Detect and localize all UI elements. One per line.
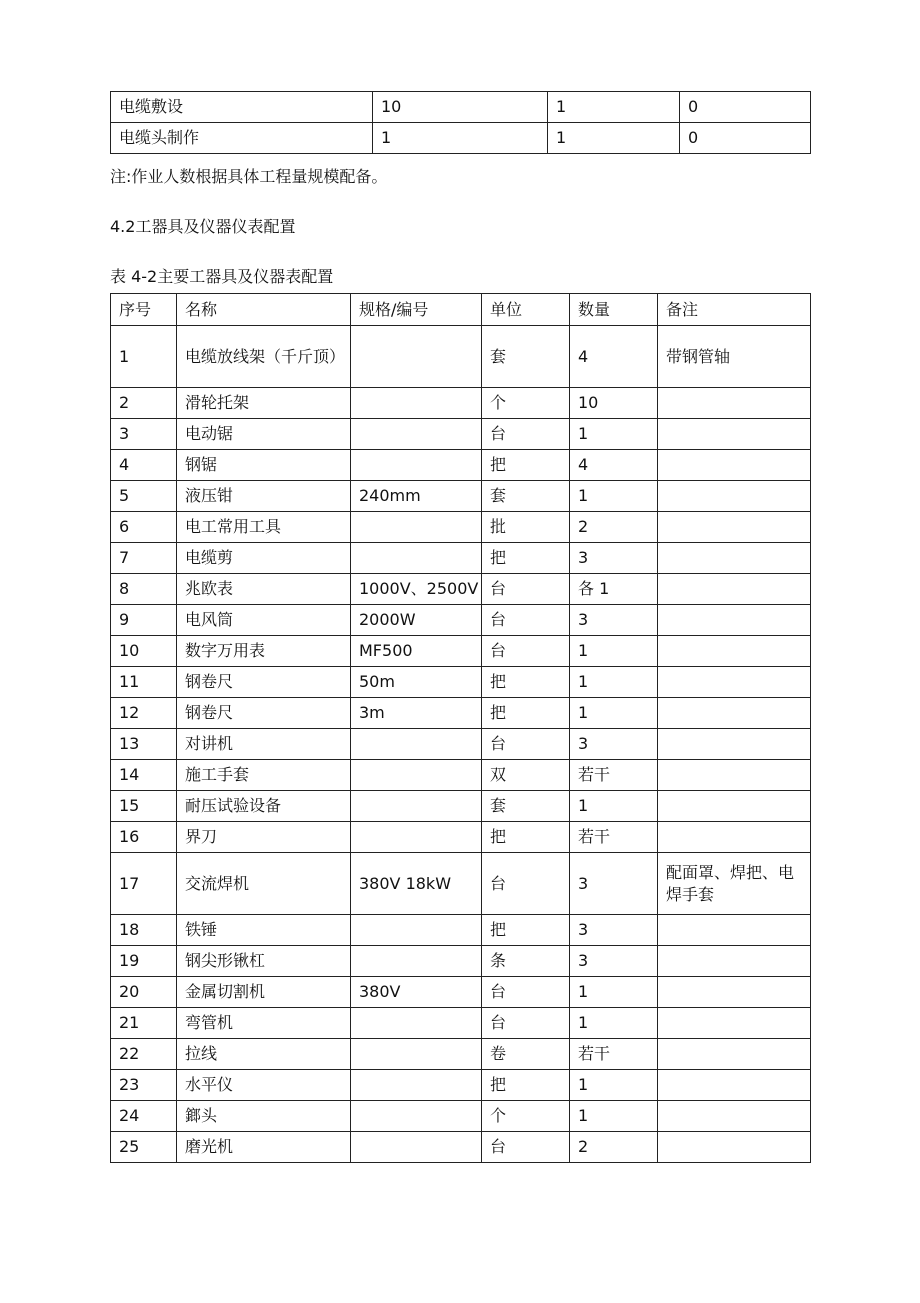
cell-unit: 把 [482, 1070, 570, 1101]
table-cell: 1 [373, 123, 548, 154]
header-quantity: 数量 [570, 294, 658, 326]
cell-quantity: 2 [570, 512, 658, 543]
cell-quantity: 1 [570, 1008, 658, 1039]
cell-quantity: 10 [570, 388, 658, 419]
cell-spec: MF500 [351, 636, 482, 667]
cell-spec [351, 760, 482, 791]
cell-remark [658, 512, 811, 543]
table-row [111, 123, 811, 154]
cell-index: 3 [111, 419, 177, 450]
cell-spec [351, 1070, 482, 1101]
cell-name: 兆欧表 [177, 574, 351, 605]
cell-remark [658, 574, 811, 605]
cell-spec [351, 326, 482, 388]
cell-unit: 台 [482, 574, 570, 605]
cell-quantity: 3 [570, 543, 658, 574]
table-row [111, 946, 811, 977]
table-row [111, 636, 811, 667]
cell-spec: 3m [351, 698, 482, 729]
table-row [111, 822, 811, 853]
cell-quantity: 1 [570, 481, 658, 512]
table-row [111, 1132, 811, 1163]
cell-unit: 把 [482, 667, 570, 698]
cell-quantity: 若干 [570, 822, 658, 853]
table-row [111, 92, 811, 123]
table-row [111, 977, 811, 1008]
cell-unit: 把 [482, 450, 570, 481]
cell-quantity: 1 [570, 667, 658, 698]
header-index: 序号 [111, 294, 177, 326]
cell-index: 8 [111, 574, 177, 605]
cell-spec [351, 1039, 482, 1070]
cell-name: 数字万用表 [177, 636, 351, 667]
header-remark: 备注 [658, 294, 811, 326]
cell-unit: 个 [482, 388, 570, 419]
labor-table [110, 91, 811, 154]
cell-spec: 380V [351, 977, 482, 1008]
cell-quantity: 3 [570, 729, 658, 760]
cell-quantity: 1 [570, 1070, 658, 1101]
cell-index: 10 [111, 636, 177, 667]
cell-index: 25 [111, 1132, 177, 1163]
cell-name: 电缆剪 [177, 543, 351, 574]
header-spec: 规格/编号 [351, 294, 482, 326]
cell-remark [658, 729, 811, 760]
cell-name: 钢卷尺 [177, 698, 351, 729]
cell-index: 21 [111, 1008, 177, 1039]
header-name: 名称 [177, 294, 351, 326]
table-row [111, 915, 811, 946]
cell-quantity: 3 [570, 946, 658, 977]
cell-quantity: 3 [570, 853, 658, 915]
cell-unit: 台 [482, 636, 570, 667]
cell-spec: 240mm [351, 481, 482, 512]
cell-remark [658, 388, 811, 419]
cell-spec [351, 388, 482, 419]
cell-unit: 卷 [482, 1039, 570, 1070]
cell-quantity: 1 [570, 791, 658, 822]
cell-name: 电缆放线架（千斤顶） [177, 326, 351, 388]
cell-name: 耐压试验设备 [177, 791, 351, 822]
cell-unit: 个 [482, 1101, 570, 1132]
cell-index: 16 [111, 822, 177, 853]
cell-name: 水平仪 [177, 1070, 351, 1101]
cell-spec [351, 543, 482, 574]
cell-unit: 双 [482, 760, 570, 791]
cell-index: 17 [111, 853, 177, 915]
cell-quantity: 4 [570, 326, 658, 388]
table-row [111, 450, 811, 481]
table-cell: 0 [680, 92, 811, 123]
table-cell: 0 [680, 123, 811, 154]
cell-name: 钢锯 [177, 450, 351, 481]
cell-index: 18 [111, 915, 177, 946]
cell-name: 电动锯 [177, 419, 351, 450]
table-cell: 电缆头制作 [111, 123, 373, 154]
cell-index: 9 [111, 605, 177, 636]
cell-name: 液压钳 [177, 481, 351, 512]
cell-unit: 把 [482, 543, 570, 574]
cell-quantity: 3 [570, 915, 658, 946]
cell-quantity: 各 1 [570, 574, 658, 605]
table-row [111, 667, 811, 698]
cell-index: 12 [111, 698, 177, 729]
table-cell: 10 [373, 92, 548, 123]
cell-spec: 380V 18kW [351, 853, 482, 915]
cell-name: 钢尖形锹杠 [177, 946, 351, 977]
cell-remark: 带钢管轴 [658, 326, 811, 388]
table-row [111, 853, 811, 915]
cell-spec [351, 1008, 482, 1039]
cell-index: 15 [111, 791, 177, 822]
cell-name: 钢卷尺 [177, 667, 351, 698]
cell-name: 交流焊机 [177, 853, 351, 915]
header-unit: 单位 [482, 294, 570, 326]
cell-remark [658, 1132, 811, 1163]
cell-name: 电工常用工具 [177, 512, 351, 543]
cell-unit: 套 [482, 481, 570, 512]
cell-remark [658, 822, 811, 853]
cell-index: 5 [111, 481, 177, 512]
cell-remark [658, 977, 811, 1008]
table-header-row [111, 294, 811, 326]
cell-name: 对讲机 [177, 729, 351, 760]
cell-remark: 配面罩、焊把、电焊手套 [658, 853, 811, 915]
cell-unit: 套 [482, 326, 570, 388]
cell-quantity: 1 [570, 419, 658, 450]
cell-quantity: 3 [570, 605, 658, 636]
cell-name: 铁锤 [177, 915, 351, 946]
cell-spec [351, 512, 482, 543]
cell-unit: 台 [482, 1008, 570, 1039]
cell-spec [351, 419, 482, 450]
cell-spec: 50m [351, 667, 482, 698]
cell-spec [351, 915, 482, 946]
cell-quantity: 1 [570, 698, 658, 729]
cell-name: 弯管机 [177, 1008, 351, 1039]
cell-remark [658, 667, 811, 698]
table-row [111, 1101, 811, 1132]
cell-remark [658, 791, 811, 822]
cell-remark [658, 636, 811, 667]
table-cell: 1 [548, 123, 680, 154]
cell-quantity: 若干 [570, 760, 658, 791]
cell-spec [351, 450, 482, 481]
cell-index: 1 [111, 326, 177, 388]
cell-unit: 条 [482, 946, 570, 977]
cell-quantity: 1 [570, 977, 658, 1008]
table-row [111, 1008, 811, 1039]
table-row [111, 760, 811, 791]
cell-name: 电风筒 [177, 605, 351, 636]
cell-quantity: 4 [570, 450, 658, 481]
cell-remark [658, 450, 811, 481]
table-row [111, 419, 811, 450]
cell-unit: 台 [482, 853, 570, 915]
cell-index: 23 [111, 1070, 177, 1101]
cell-unit: 套 [482, 791, 570, 822]
table-caption: 表 4-2主要工器具及仪器表配置 [110, 267, 334, 286]
cell-remark [658, 1070, 811, 1101]
cell-unit: 批 [482, 512, 570, 543]
cell-unit: 把 [482, 822, 570, 853]
cell-name: 拉线 [177, 1039, 351, 1070]
cell-index: 13 [111, 729, 177, 760]
cell-remark [658, 698, 811, 729]
section-heading: 4.2工器具及仪器仪表配置 [110, 217, 296, 236]
table-row [111, 729, 811, 760]
cell-remark [658, 946, 811, 977]
cell-index: 14 [111, 760, 177, 791]
cell-unit: 台 [482, 729, 570, 760]
cell-spec [351, 729, 482, 760]
cell-unit: 台 [482, 419, 570, 450]
table-row [111, 1039, 811, 1070]
cell-unit: 台 [482, 605, 570, 636]
cell-spec: 2000W [351, 605, 482, 636]
cell-name: 金属切割机 [177, 977, 351, 1008]
cell-index: 24 [111, 1101, 177, 1132]
cell-index: 20 [111, 977, 177, 1008]
cell-spec [351, 1132, 482, 1163]
table-row [111, 574, 811, 605]
cell-name: 施工手套 [177, 760, 351, 791]
cell-index: 19 [111, 946, 177, 977]
cell-remark [658, 1101, 811, 1132]
table-cell: 电缆敷设 [111, 92, 373, 123]
cell-index: 4 [111, 450, 177, 481]
cell-name: 鎯头 [177, 1101, 351, 1132]
note-text: 注:作业人数根据具体工程量规模配备。 [110, 167, 388, 186]
cell-spec [351, 822, 482, 853]
tools-table [110, 293, 811, 1163]
cell-spec [351, 1101, 482, 1132]
cell-index: 6 [111, 512, 177, 543]
table-row [111, 326, 811, 388]
table-row [111, 791, 811, 822]
cell-remark [658, 760, 811, 791]
table-row [111, 1070, 811, 1101]
cell-remark [658, 605, 811, 636]
table-row [111, 512, 811, 543]
cell-unit: 台 [482, 977, 570, 1008]
cell-name: 磨光机 [177, 1132, 351, 1163]
cell-index: 22 [111, 1039, 177, 1070]
table-row [111, 605, 811, 636]
cell-remark [658, 915, 811, 946]
cell-index: 7 [111, 543, 177, 574]
cell-unit: 把 [482, 698, 570, 729]
table-row [111, 388, 811, 419]
cell-remark [658, 543, 811, 574]
cell-quantity: 1 [570, 1101, 658, 1132]
cell-quantity: 若干 [570, 1039, 658, 1070]
cell-name: 滑轮托架 [177, 388, 351, 419]
table-row [111, 543, 811, 574]
table-cell: 1 [548, 92, 680, 123]
cell-index: 2 [111, 388, 177, 419]
cell-spec [351, 946, 482, 977]
cell-quantity: 2 [570, 1132, 658, 1163]
cell-spec [351, 791, 482, 822]
cell-quantity: 1 [570, 636, 658, 667]
table-row [111, 481, 811, 512]
cell-index: 11 [111, 667, 177, 698]
cell-remark [658, 481, 811, 512]
cell-unit: 台 [482, 1132, 570, 1163]
table-row [111, 698, 811, 729]
cell-remark [658, 1039, 811, 1070]
cell-unit: 把 [482, 915, 570, 946]
cell-spec: 1000V、2500V [351, 574, 482, 605]
cell-name: 界刀 [177, 822, 351, 853]
cell-remark [658, 1008, 811, 1039]
cell-remark [658, 419, 811, 450]
